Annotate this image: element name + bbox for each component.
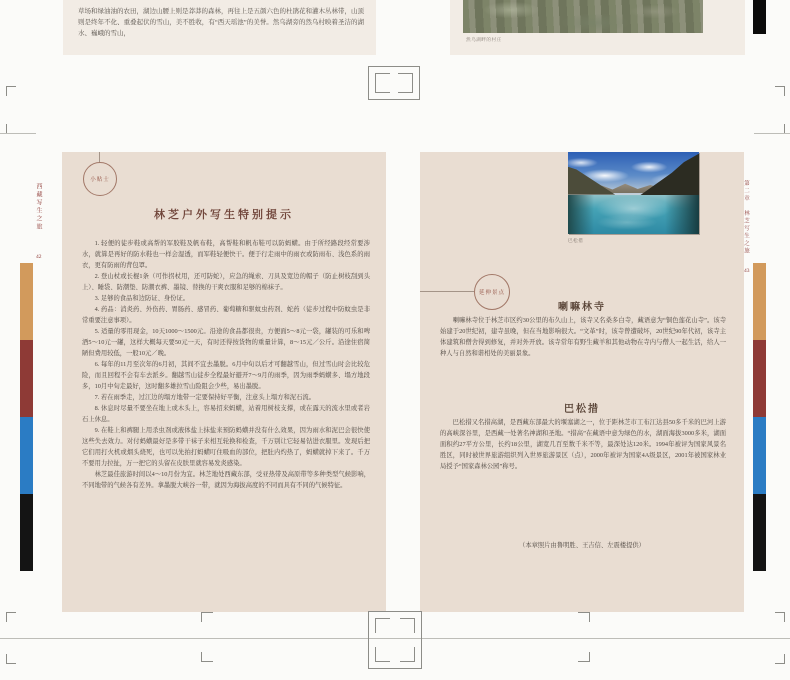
tip-item: 1. 轻便的徒步鞋或高帮的军胶鞋及帆布鞋，高帮鞋和帆布鞋可以防蚂蟥。由于所经路段经常要涉水，就算是再好的防水鞋也一样会湿透，而军鞋轻便快干。便于行走雨中的雨衣或防雨布、浅色系的雨衣，更有防雨的背包罩。 bbox=[82, 240, 370, 269]
tip-item: 8. 休息时尽量不要坐在地上或木头上，容易招来蚂蟥，站着用树枝支撑，或在露天的流水里或者岩石上休息。 bbox=[82, 405, 370, 423]
tip-item: 9. 在鞋上和裤腿上用杀虫剂或液体盐上抹盐来预防蚂蟥并没有什么效果，因为雨水和泥巴会很快使这些失去效力。对付蚂蟥最好是多带干袜子来相互轮换和检查，千万别让它轻易钻进衣服里。发现后把它们用打火机或烟头烧死，也可以先拍打蚂蟥叮住吸血的部位，把肚内灼热了，蚂蟥就掉下来了。千万不要用力拉扯，万一把它的头留在皮肤里就容易发炎感染。 bbox=[82, 427, 370, 467]
registration-mark-top bbox=[368, 66, 420, 100]
top-partial-left-page bbox=[63, 0, 376, 55]
section-paragraph: 喇嘛林寺位于林芝市区约30公里的布久山上，该寺又名桑多白寺，藏语意为“铜色莲花山寺”。该寺始建于20世纪初，建寺虽晚，但在当地影响很大。“文革”时，该寺曾遭破坏，20世纪90年代初，该寺主体建筑和僧舍得到修复，并对外开放。该寺常年有野生藏羊和其他动物在寺内与僧人一起生活，给人一种人与自然和谐相处的美丽景象。 bbox=[440, 317, 726, 357]
tip-item: 2. 登山杖或长棍1条（可作拐杖用，还可防蛇），应急的绳索、刀具及宽边的帽子（防止树枝刮到头上）、睡袋、防潮垫、防潮衣裤、墨镜、替换的干爽衣服和足够的棉袜子。 bbox=[82, 273, 370, 291]
print-color-bar-right bbox=[753, 263, 766, 571]
crop-mark bbox=[775, 86, 785, 96]
section-heading-basum: 巴松措 bbox=[564, 404, 600, 415]
tip-item: 4. 药品：消炎药、外伤药、胃肠药、感冒药、葡萄糖和驱蚊虫药剂、蛇药（徒步过程中防蚊虫是非常重要注意事项）。 bbox=[82, 306, 370, 324]
color-swatch bbox=[753, 263, 766, 340]
tip-item: 6. 每年的11月至次年的6月初，其间不宜去墨脱。6月中旬以后才可翻越雪山，但过雪山时会比较危险，而且回程不会有车去派乡。翻越雪山徒步全程最好避开7～9月的雨季，因为雨季蚂蟥多、塌方地段多，10月中旬走最好，这时翻多雄拉雪山险阻会少些，易出墨脱。 bbox=[82, 361, 370, 390]
left-page bbox=[62, 152, 386, 612]
color-swatch bbox=[20, 417, 33, 494]
badge-connector-line bbox=[420, 291, 474, 292]
photo-water-shadow bbox=[665, 195, 699, 234]
chapter-title: 林芝写生之旅 bbox=[743, 209, 749, 255]
tip-item: 5. 适量的零用现金，10天1000～1500元。沿途的食品都很贵，方便面5～8元一袋，罐装的可乐和啤酒5～10元一罐，这样大概每天要50元一天，有时还得按货物的重量计算，8～15元／公斤。沿途住宿简陋但费用较低，一般10元／晚。 bbox=[82, 328, 370, 357]
closing-paragraph: 林芝最佳旅游时间以4～10月份为宜。林芝地处西藏东部，受亚热带及高原带等多种类型气候影响，不同地带的气候各有差异。拿墨脱大峡谷一带，就因为海拔高度的不同而具有不同的气候特征。 bbox=[82, 471, 370, 489]
section-paragraph: 巴松措又名措高湖，是西藏东部最大的堰塞湖之一，位于距林芝市工布江达县50多千米的巴河上游的高峡深谷里，是西藏一处著名神湖和圣地。“措高”在藏语中意为绿色的水，湖面海拔3000多米，湖面面积约27平方公里，长约18公里，湖宽几百至数千米不等，最深处达120米。1994年被评为国家风景名胜区，同时被世界旅游组织列入世界旅游景区（点），2000年被评为国家4A级景区，2001年被国家林业局授予“国家森林公园”称号。 bbox=[440, 419, 726, 470]
tips-list bbox=[82, 238, 370, 491]
left-page-number: 42 bbox=[36, 254, 42, 260]
crop-mark bbox=[201, 612, 213, 622]
color-swatch bbox=[753, 340, 766, 417]
photo-credit-line: （本章照片由鲁明胜、王吉信、左震楼提供） bbox=[519, 542, 645, 549]
crop-mark bbox=[6, 612, 16, 622]
section-body-lamaling bbox=[440, 315, 726, 359]
section-heading-lamaling: 喇嘛林寺 bbox=[558, 302, 606, 313]
crop-mark bbox=[201, 652, 213, 662]
color-swatch bbox=[20, 263, 33, 340]
lake-photo-caption: 巴松措 bbox=[568, 238, 584, 243]
crop-mark bbox=[6, 86, 16, 96]
village-photo-caption: 然乌湖畔的村庄 bbox=[466, 37, 502, 42]
chapter-label: 第二章 bbox=[743, 180, 749, 203]
right-page-number: 43 bbox=[744, 268, 750, 274]
photo-water-shadow bbox=[568, 195, 594, 234]
trim-line bbox=[754, 133, 790, 134]
trim-line bbox=[0, 133, 36, 134]
color-swatch bbox=[753, 494, 766, 571]
crop-mark bbox=[6, 654, 16, 664]
left-running-head: 西藏写生之旅 bbox=[35, 183, 41, 231]
crop-mark bbox=[775, 654, 785, 664]
right-running-head bbox=[742, 180, 749, 255]
crop-mark bbox=[578, 652, 590, 662]
basum-lake-photo bbox=[568, 152, 699, 234]
right-page bbox=[420, 152, 744, 612]
village-photo bbox=[463, 0, 703, 33]
color-swatch bbox=[20, 494, 33, 571]
color-swatch bbox=[753, 417, 766, 494]
registration-mark-bottom bbox=[368, 611, 422, 669]
section-body-basum bbox=[440, 417, 726, 472]
sights-badge: 延伸景点 bbox=[474, 274, 510, 310]
top-partial-paragraph: 草场和绿油油的农田，湖边山腰上则是莽莽的森林，再往上是五颜六色的杜鹃花和灌木丛林带，山顶则是终年不化、重叠起伏的雪山，美不胜收，有“西天瑶池”的美誉。然乌湖旁的然乌村映着圣洁的湖水、巍峨的雪山， bbox=[78, 8, 364, 37]
page-title: 林芝户外写生特别提示 bbox=[154, 209, 294, 221]
crop-mark bbox=[578, 612, 590, 622]
crop-mark bbox=[775, 612, 785, 622]
color-strip-black-remnant bbox=[753, 0, 766, 34]
top-partial-right-page bbox=[450, 0, 745, 55]
color-swatch bbox=[20, 340, 33, 417]
tip-item: 7. 若在雨季走，过江边的塌方地带一定要保持好平衡，注意头上塌方和泥石流。 bbox=[94, 394, 315, 401]
tip-badge: 小贴士 bbox=[83, 162, 117, 196]
tip-item: 3. 足够的食品和边防证、身份证。 bbox=[94, 295, 190, 302]
print-color-bar-left bbox=[20, 263, 33, 571]
